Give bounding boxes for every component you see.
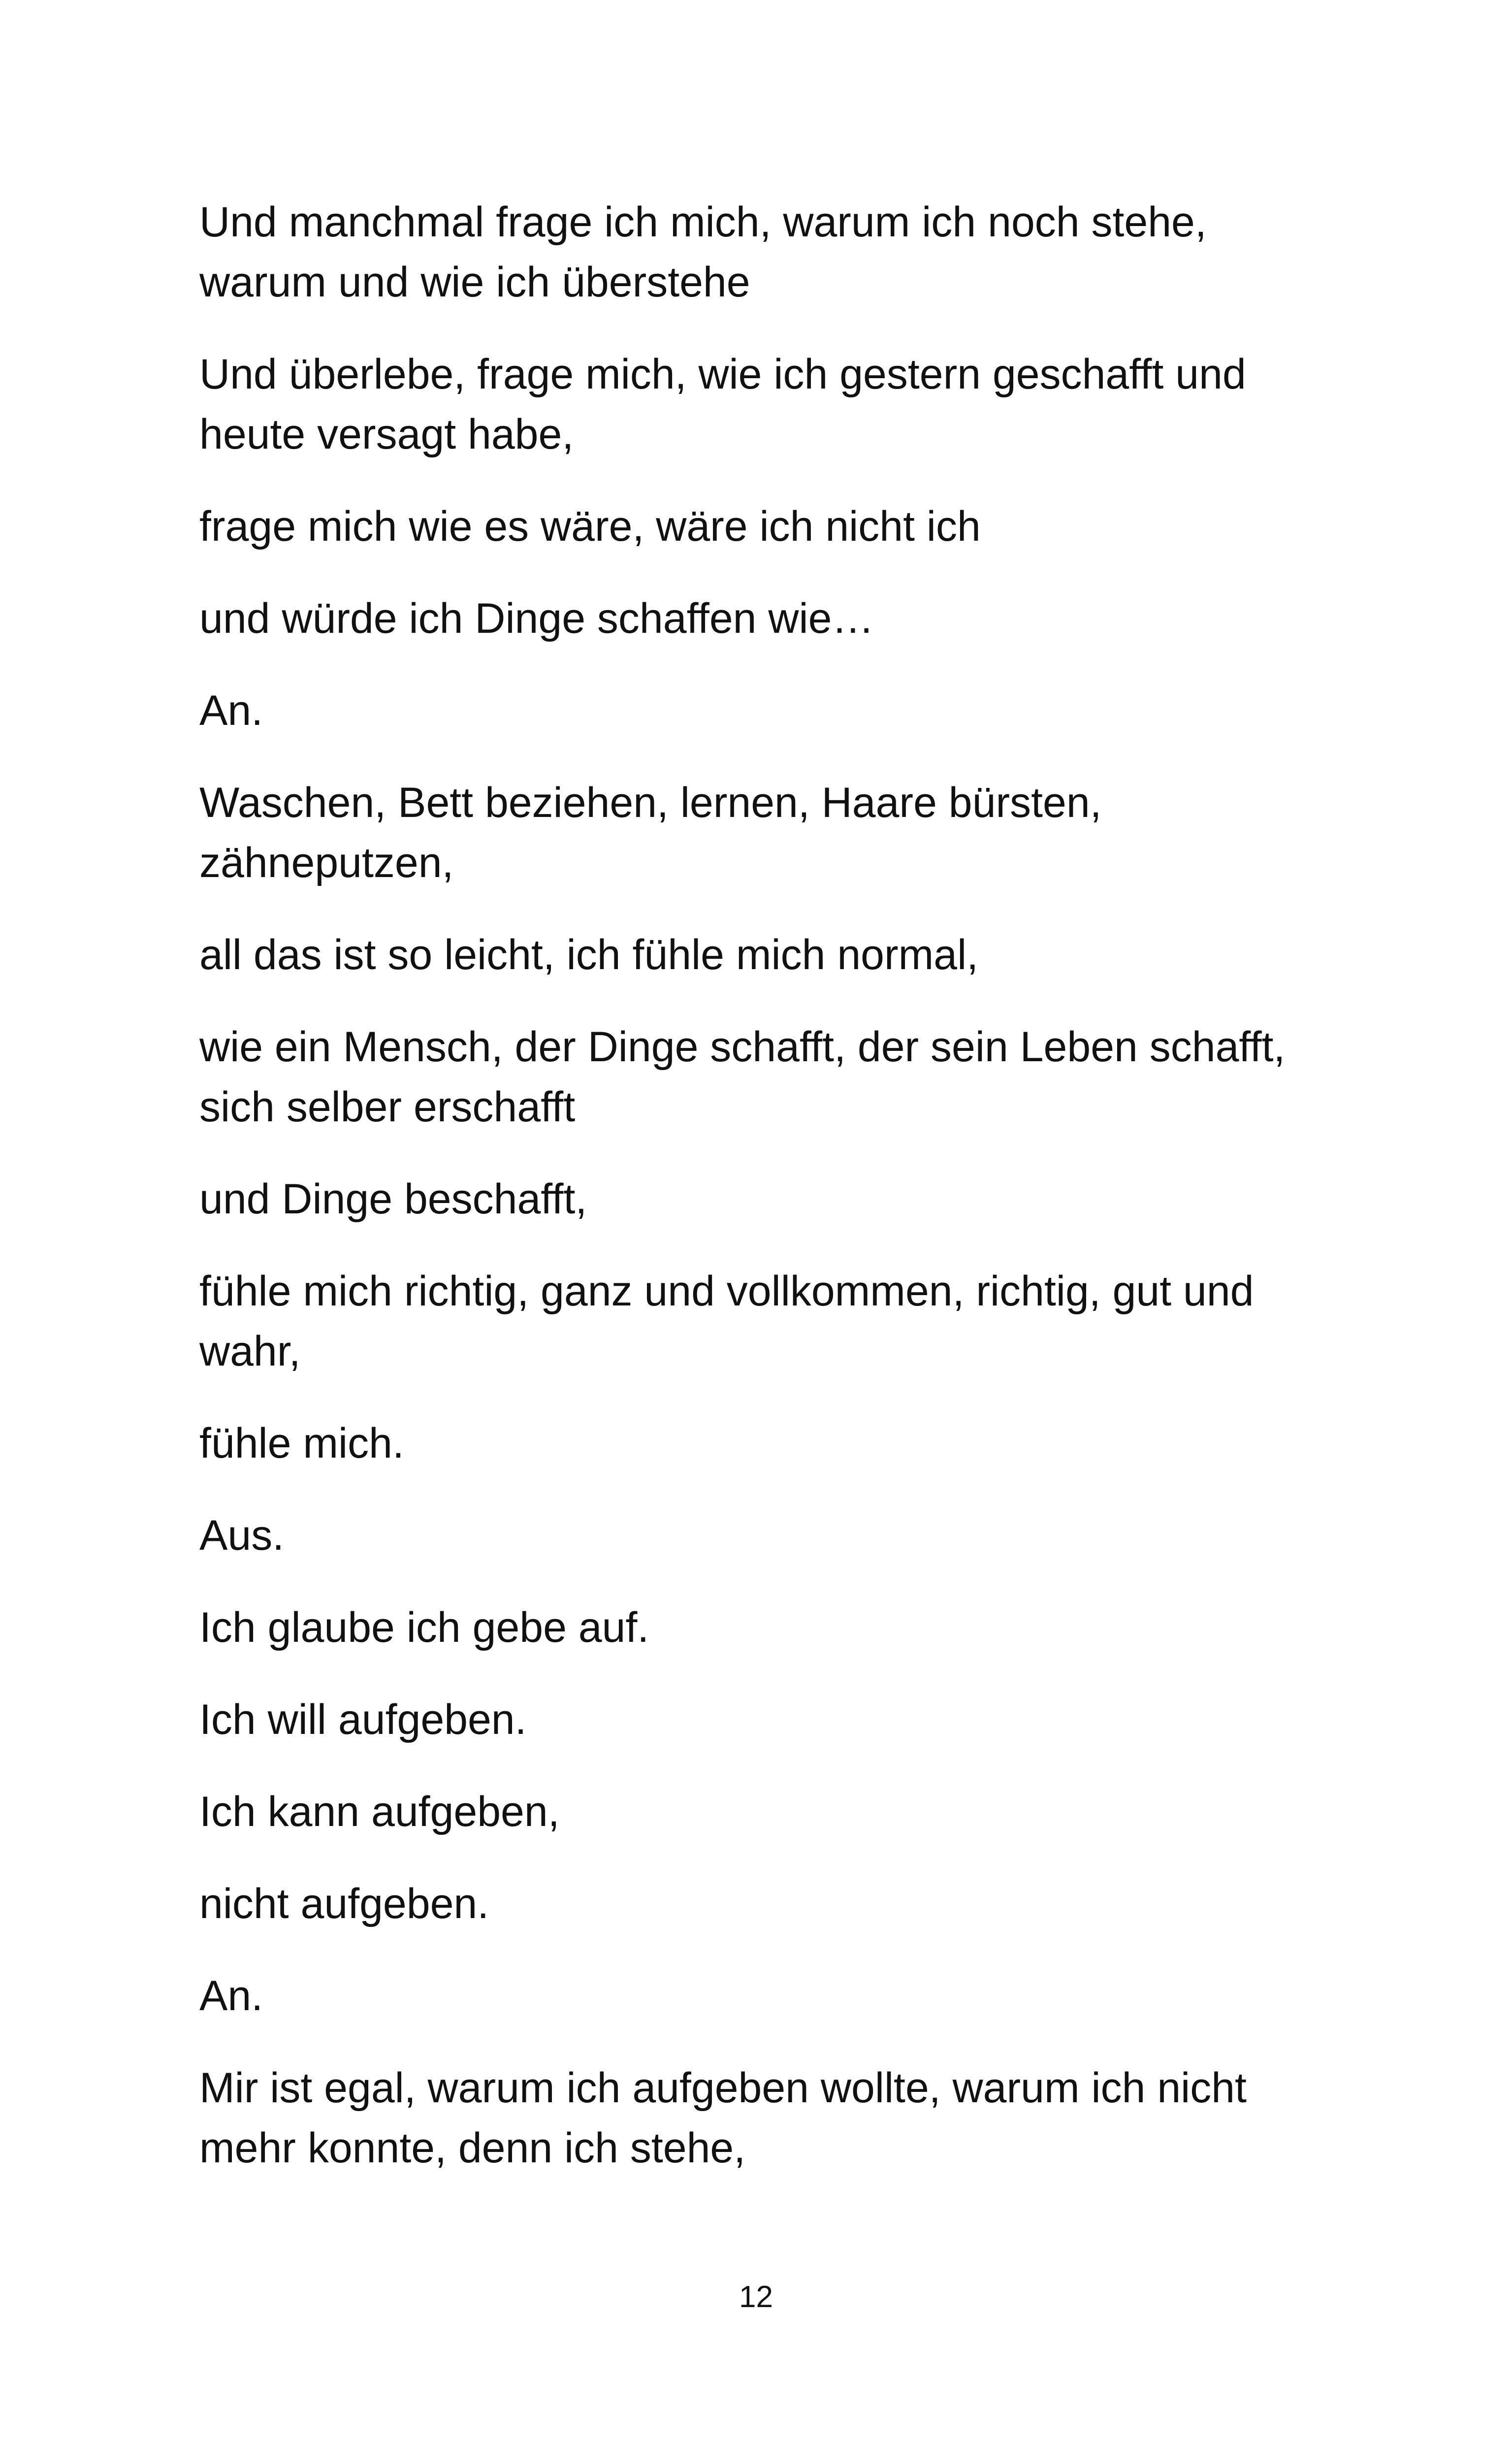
line: fühle mich.: [199, 1420, 404, 1467]
paragraph-14: [199, 1690, 1347, 1750]
poem-body: [199, 192, 1347, 2210]
line: und Dinge beschafft,: [199, 1175, 587, 1223]
line: Und manchmal frage ich mich, warum ich noch stehe,: [199, 198, 1207, 246]
paragraph-2: [199, 344, 1347, 464]
line: Aus.: [199, 1512, 285, 1559]
paragraph-4: [199, 588, 1347, 649]
line: und würde ich Dinge schaffen wie…: [199, 595, 874, 642]
line: wie ein Mensch, der Dinge schafft, der sein Leben schafft,: [199, 1023, 1286, 1071]
line: nicht aufgeben.: [199, 1880, 489, 1927]
line: frage mich wie es wäre, wäre ich nicht ich: [199, 503, 981, 550]
paragraph-5: [199, 681, 1347, 741]
line: sich selber erschafft: [199, 1083, 576, 1131]
paragraph-17: [199, 1966, 1347, 2026]
paragraph-1: [199, 192, 1347, 312]
paragraph-11: [199, 1413, 1347, 1473]
paragraph-16: [199, 1874, 1347, 1934]
line: warum und wie ich überstehe: [199, 259, 750, 306]
line: Waschen, Bett beziehen, lernen, Haare bürsten,: [199, 779, 1102, 826]
paragraph-18: [199, 2058, 1347, 2178]
paragraph-9: [199, 1169, 1347, 1229]
page-number: 12: [739, 2280, 773, 2314]
line: fühle mich richtig, ganz und vollkommen, richtig, gut und: [199, 1268, 1254, 1315]
line: Ich kann aufgeben,: [199, 1788, 560, 1835]
line: Und überlebe, frage mich, wie ich gestern geschafft und: [199, 351, 1246, 398]
paragraph-12: [199, 1505, 1347, 1565]
line: wahr,: [199, 1328, 301, 1375]
paragraph-10: [199, 1261, 1347, 1381]
paragraph-6: [199, 773, 1347, 893]
line: all das ist so leicht, ich fühle mich normal,: [199, 931, 979, 978]
line: Mir ist egal, warum ich aufgeben wollte, warum ich nicht: [199, 2064, 1247, 2112]
paragraph-15: [199, 1782, 1347, 1842]
line: Ich will aufgeben.: [199, 1696, 527, 1743]
line: An.: [199, 1972, 263, 2020]
line: Ich glaube ich gebe auf.: [199, 1604, 649, 1651]
line: zähneputzen,: [199, 839, 454, 886]
line: mehr konnte, denn ich stehe,: [199, 2124, 746, 2172]
paragraph-13: [199, 1597, 1347, 1658]
line: heute versagt habe,: [199, 411, 574, 458]
paragraph-3: [199, 496, 1347, 556]
line: An.: [199, 687, 263, 734]
paragraph-7: [199, 925, 1347, 985]
paragraph-8: [199, 1017, 1347, 1137]
